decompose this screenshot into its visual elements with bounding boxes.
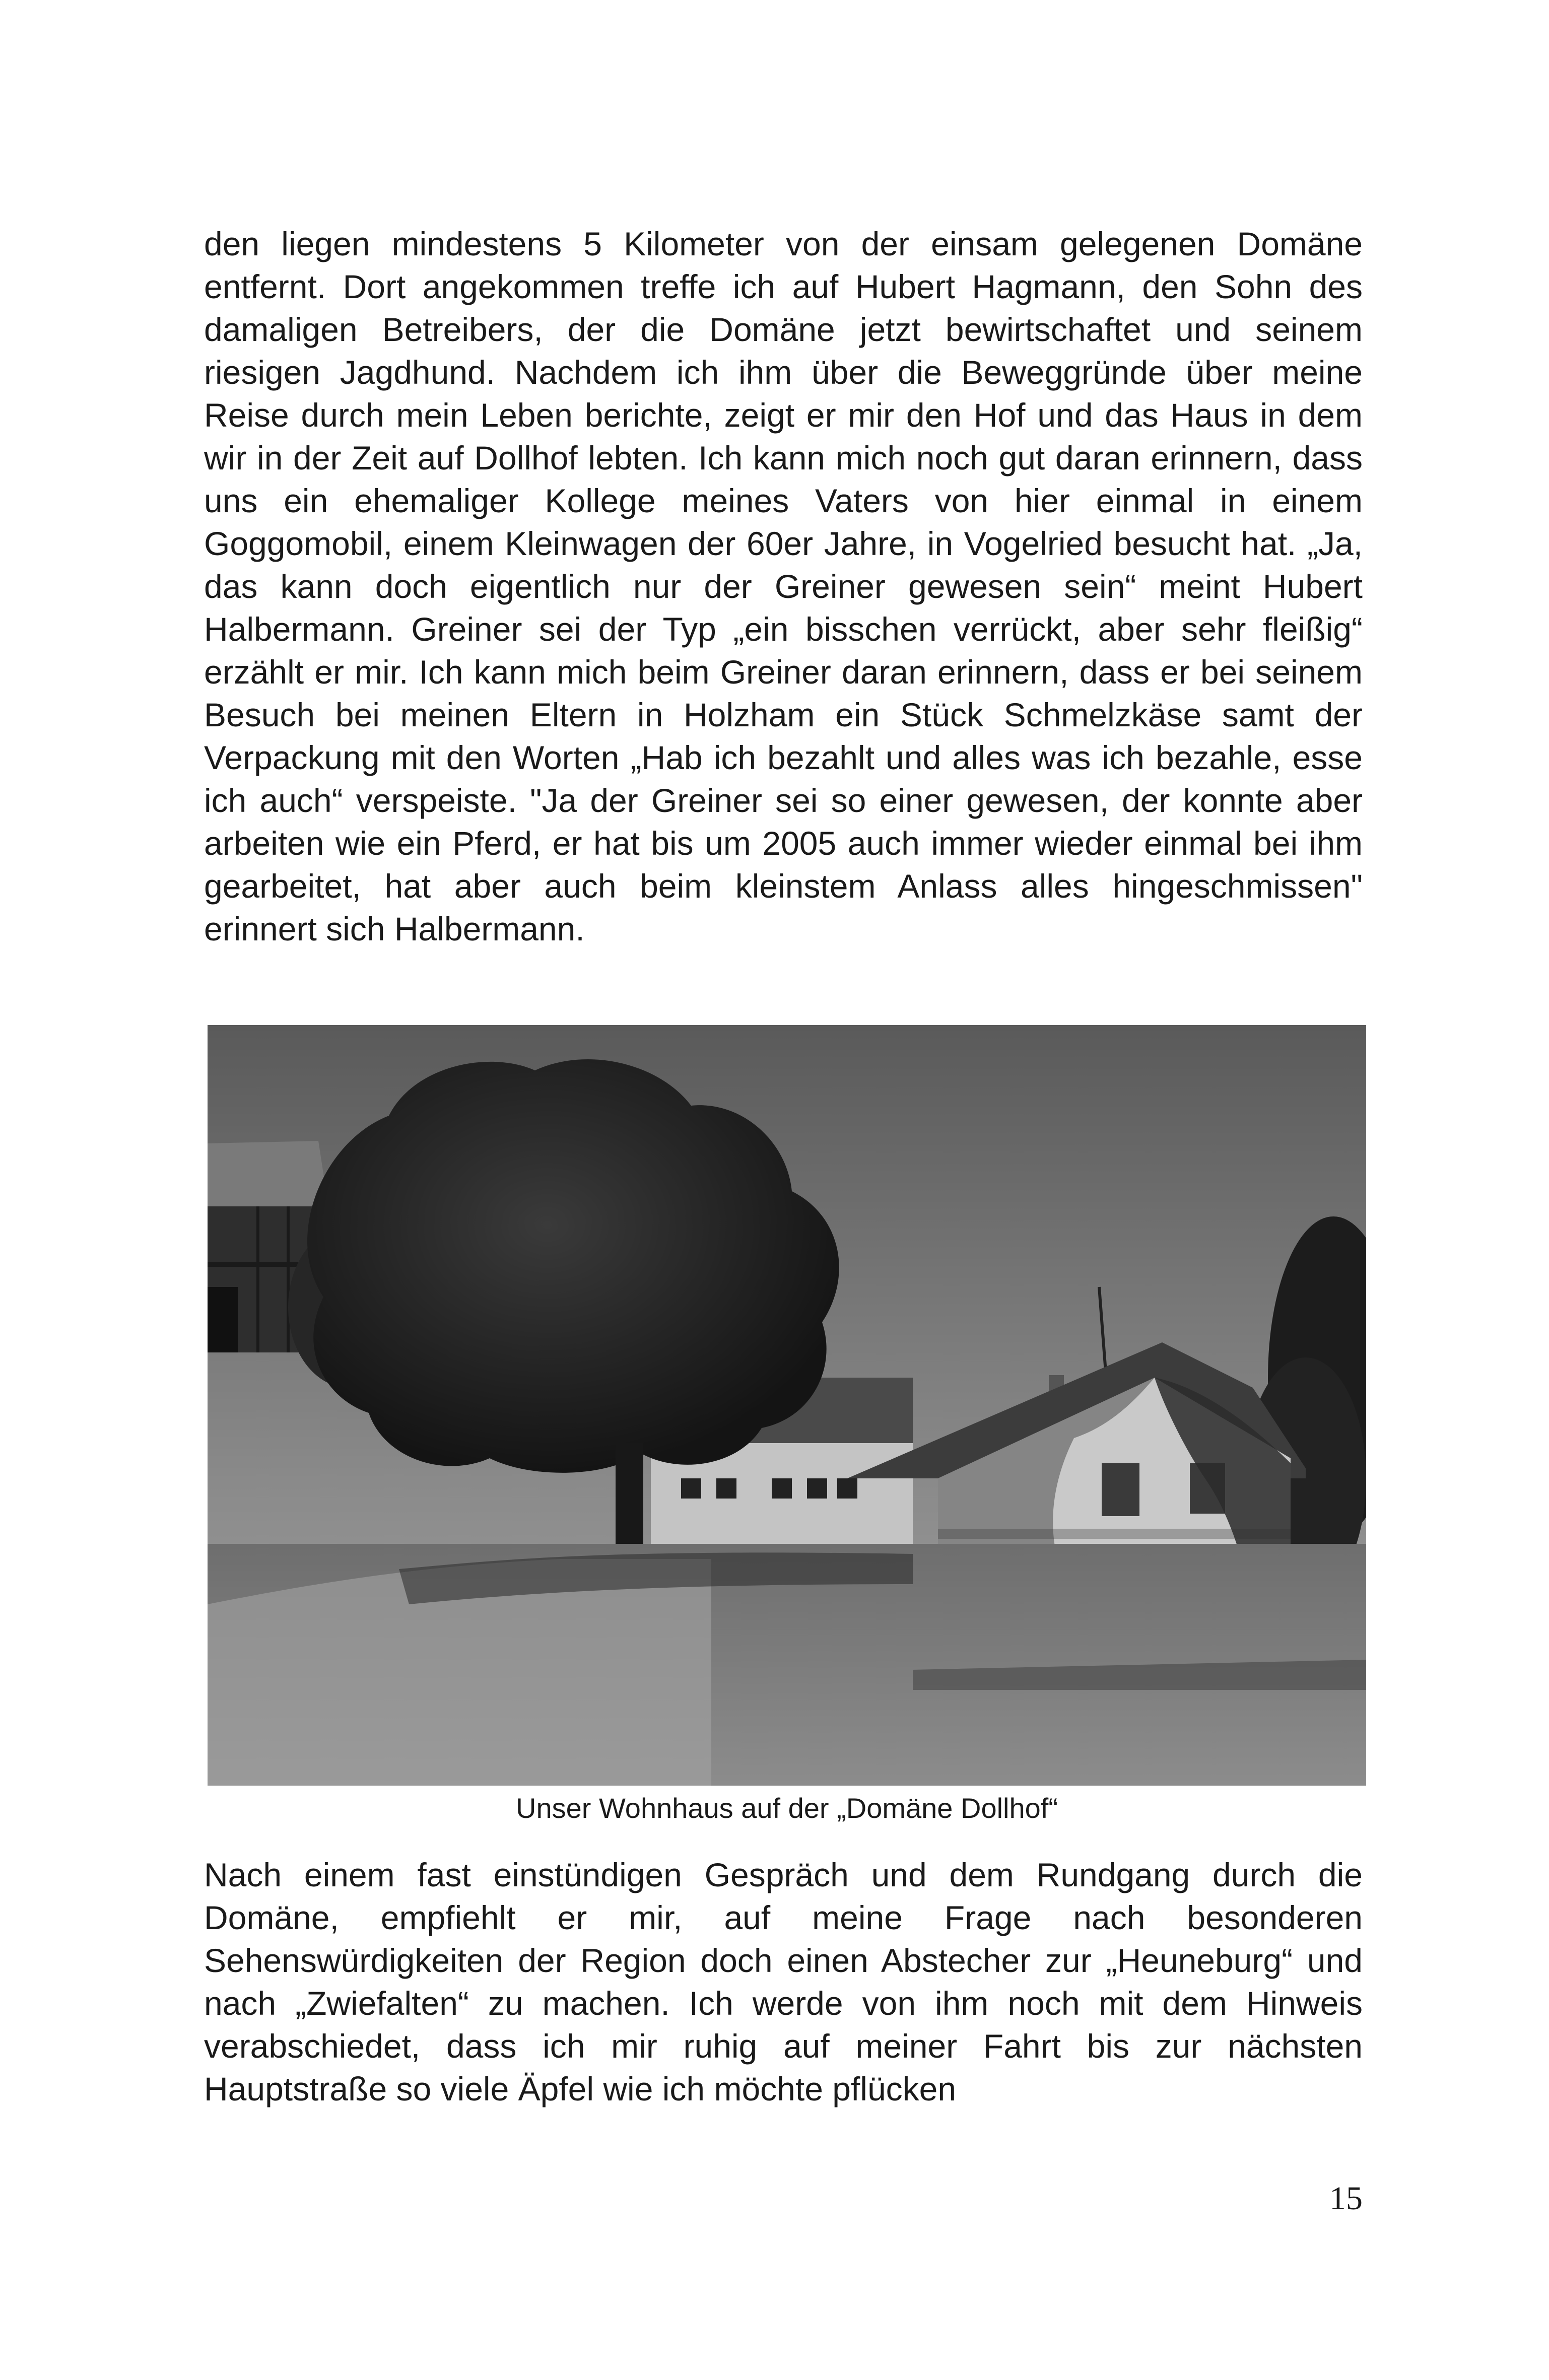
farmhouse-photo xyxy=(208,1025,1366,1786)
paragraph-bottom: Nach einem fast einstündigen Gespräch und dem Rundgang durch die Domäne, empfiehlt er mir, auf meine Frage nach besonderen Sehenswürdigkeiten der Region doch einen Abstecher zur „Heuneburg“ und nach „Zwiefalten“ zu machen. Ich werde von ihm noch mit dem Hinweis verabschiedet, dass ich mir ruhig auf meiner Fahrt bis zur nächsten Hauptstraße so viele Äpfel wie ich möchte pflücken xyxy=(204,1856,1363,2107)
page-number: 15 xyxy=(1329,2180,1363,2217)
figure-caption: Unser Wohnhaus auf der „Domäne Dollhof“ xyxy=(516,1792,1058,1824)
paragraph-top: den liegen mindestens 5 Kilometer von der einsam gelegenen Domäne entfernt. Dort angekommen treffe ich auf Hubert Hagmann, den Sohn des damaligen Betreibers, der die Domäne jetzt bewirtschaftet und seinem riesigen Jagdhund. Nachdem ich ihm über die Beweggründe über meine Reise durch mein Leben berichte, zeigt er mir den Hof und das Haus in dem wir in der Zeit auf Dollhof lebten. Ich kann mich noch gut daran erinnern, dass uns ein ehemaliger Kollege meines Vaters von hier einmal in einem Goggomobil, einem Kleinwagen der 60er Jahre, in Vogelried besucht hat. „Ja, das kann doch eigentlich nur der Greiner gewesen sein“ meint Hubert Halbermann. Greiner sei der Typ „ein bisschen verrückt, aber sehr fleißig“ erzählt er mir. Ich kann mich beim Greiner daran erinnern, dass er bei seinem Besuch bei meinen Eltern in Holzham ein Stück Schmelzkäse samt der Verpackung mit den Worten „Hab ich bezahlt und alles was ich bezahle, esse ich auch“ verspeiste. "Ja der Greiner sei so einer gewesen, der konnte aber arbeiten wie ein Pferd, er hat bis um 2005 auch immer wieder einmal bei ihm gearbeitet, hat aber auch beim kleinstem Anlass alles hingeschmissen" erinnert sich Halbermann. xyxy=(204,225,1363,947)
